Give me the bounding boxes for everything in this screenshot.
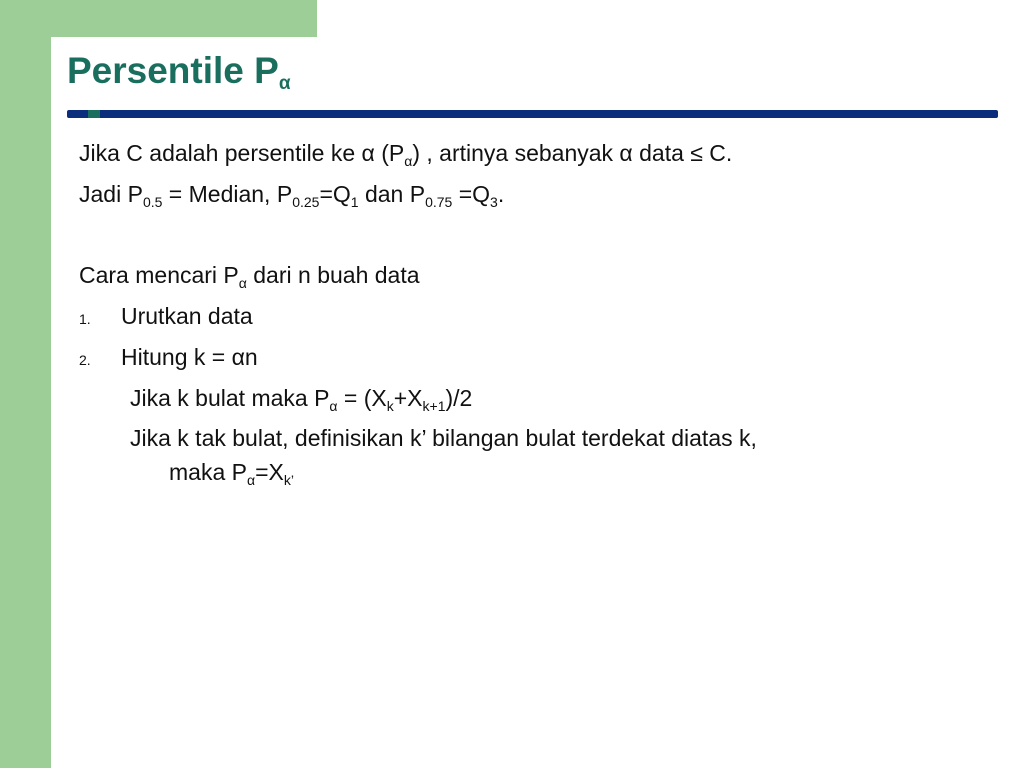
body-line-6 xyxy=(169,457,294,487)
line6-sub-kprime: k’ xyxy=(283,472,294,488)
body-line-5 xyxy=(130,423,757,453)
step-1-number: 1. xyxy=(79,311,91,327)
line3-text-a: Cara mencari P xyxy=(79,262,239,288)
line3-text-b: dari n buah data xyxy=(246,262,420,288)
line2-text-f: . xyxy=(497,181,505,207)
line2-text-e: =Q xyxy=(452,181,491,207)
line4-text-a: Jika k bulat maka P xyxy=(130,385,330,411)
line1-sub-alpha: α xyxy=(404,153,413,169)
step-1-text: Urutkan data xyxy=(121,303,253,329)
body-line-4 xyxy=(130,383,472,413)
body-line-3 xyxy=(79,260,420,290)
slide-title-text: Persentile P xyxy=(67,50,279,91)
line4-sub-k1: k+1 xyxy=(422,398,446,414)
line2-sub-5: 3 xyxy=(490,194,498,210)
line2-text-a: Jadi P xyxy=(79,181,143,207)
line2-text-b: = Median, P xyxy=(162,181,293,207)
body-line-2 xyxy=(79,179,504,209)
line6-sub-alpha: α xyxy=(246,472,256,488)
line6-text-a: maka P xyxy=(169,459,247,485)
step-2-number: 2. xyxy=(79,352,91,368)
body-line-1 xyxy=(79,138,732,168)
line4-text-d: )/2 xyxy=(445,385,473,411)
line2-text-c: =Q xyxy=(319,181,351,207)
line2-sub-1: 0.5 xyxy=(142,194,163,210)
slide-title-subscript: α xyxy=(278,73,291,94)
line6-text-b: =X xyxy=(255,459,284,485)
line2-sub-2: 0.25 xyxy=(292,194,320,210)
step-2-text: Hitung k = αn xyxy=(121,344,258,370)
line3-sub-alpha: α xyxy=(238,275,247,291)
line1-text-a: Jika C adalah persentile ke α (P xyxy=(79,140,405,166)
line4-sub-k: k xyxy=(386,398,394,414)
line4-text-b: = (X xyxy=(337,385,387,411)
line4-sub-alpha: α xyxy=(329,398,338,414)
line1-text-b: ) , artinya sebanyak α data ≤ C. xyxy=(412,140,733,166)
line5-text-a: Jika k tak bulat, definisikan k’ bilangan bulat terdekat diatas k, xyxy=(130,425,757,451)
line2-sub-4: 0.75 xyxy=(425,194,453,210)
line2-sub-3: 1 xyxy=(350,194,359,210)
line2-text-d: dan P xyxy=(358,181,426,207)
line4-text-c: +X xyxy=(393,385,423,411)
